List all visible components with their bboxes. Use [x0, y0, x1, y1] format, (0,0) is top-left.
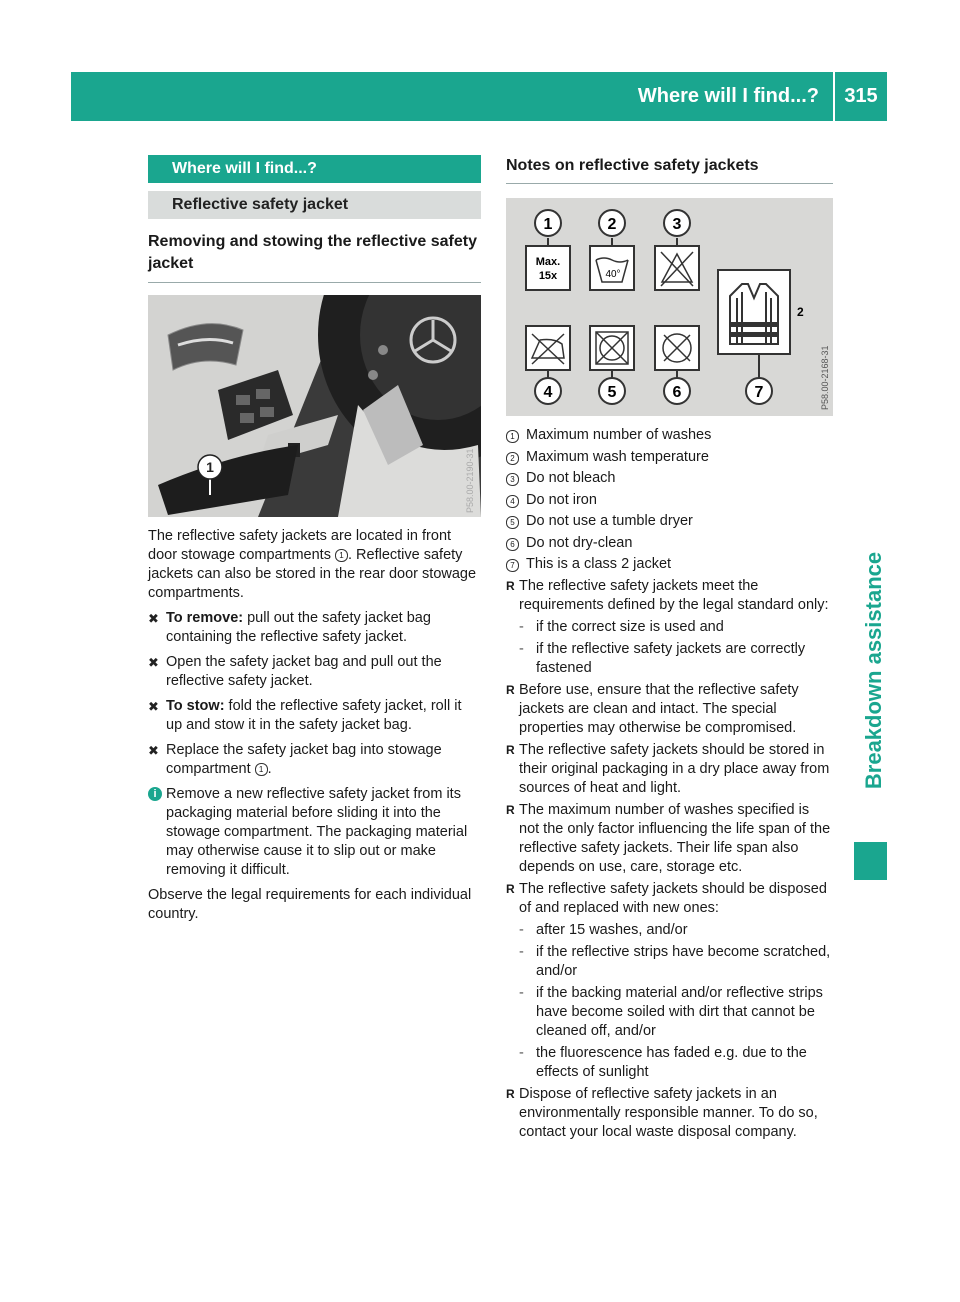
sub-list-item: - the fluorescence has faded e.g. due to the effects of sunlight — [519, 1045, 807, 1080]
class-number-label: 2 — [797, 305, 804, 319]
callout-5 — [599, 378, 625, 404]
wash-limit-label: Max. — [535, 256, 561, 268]
subsection-title: Reflective safety jacket — [148, 191, 481, 219]
step-item: ✖ To stow: fold the reflective safety jacket, roll it up and stow it in the safety jacket bag. — [148, 698, 462, 733]
callout-1 — [535, 210, 561, 246]
care-symbols-figure — [506, 198, 833, 416]
callout-3 — [664, 210, 690, 246]
ref-number: 1 — [335, 549, 348, 562]
svg-text:2: 2 — [607, 216, 617, 233]
section-title: Where will I find...? — [148, 155, 481, 183]
legend-item: 2 Maximum wash temperature — [506, 448, 833, 467]
callout-6 — [664, 378, 690, 404]
bullet-icon: R — [506, 743, 515, 757]
bullet-icon: R — [506, 579, 515, 593]
svg-text:1: 1 — [543, 216, 553, 233]
header-title: Where will I find...? — [637, 85, 819, 107]
svg-text:7: 7 — [754, 384, 764, 401]
sub-list-item: - if the reflective safety jackets are correctly fastened — [519, 641, 806, 676]
callout-2 — [599, 210, 625, 246]
sub-list-item: - if the reflective strips have become scratched, and/or — [519, 944, 831, 979]
left-column — [148, 155, 481, 924]
intro-paragraph: The reflective safety jackets are located in front door stowage compartments 1 . Reflective safety jackets can also be stored in the rear door stowage compartments. — [148, 528, 477, 601]
procedure-heading: Removing and stowing the reflective safety jacket — [148, 231, 481, 283]
bullet-icon: R — [506, 803, 515, 817]
legend-item: 6 Do not dry-clean — [506, 534, 833, 553]
figure-code: P58.00-2168-31 — [820, 345, 830, 410]
list-item: R The reflective safety jackets should be stored in their original packaging in a dry place away from sources of heat and light. — [506, 742, 830, 796]
step-item: ✖ To remove: pull out the safety jacket bag containing the reflective safety jacket. — [148, 610, 431, 645]
callout-7 — [746, 378, 772, 404]
right-column — [506, 155, 833, 1142]
step-item: ✖ Open the safety jacket bag and pull out the reflective safety jacket. — [148, 654, 442, 689]
symbol-legend — [506, 426, 833, 574]
legend-item: 7 This is a class 2 jacket — [506, 555, 833, 574]
info-icon: i — [148, 787, 162, 801]
svg-text:4: 4 — [543, 384, 553, 401]
list-item: R Before use, ensure that the reflective safety jackets are clean and intact. The special properties may otherwise be compromised. — [506, 682, 799, 736]
step-arrow-icon: ✖ — [148, 743, 159, 758]
wash-count-label: 15x — [538, 270, 558, 282]
door-compartment-illustration — [148, 295, 481, 517]
notes-list — [506, 577, 833, 1142]
list-item: R The reflective safety jackets should be disposed of and replaced with new ones: — [506, 881, 827, 916]
callout-4 — [535, 378, 561, 404]
svg-text:6: 6 — [672, 384, 682, 401]
svg-text:5: 5 — [607, 384, 617, 401]
page-header — [71, 72, 887, 121]
bullet-icon: R — [506, 683, 515, 697]
step-arrow-icon: ✖ — [148, 611, 159, 626]
notes-heading: Notes on reflective safety jackets — [506, 155, 833, 184]
wash-temp-symbol — [590, 246, 634, 290]
ref-number: 1 — [255, 763, 268, 776]
info-note: i Remove a new reflective safety jacket from its packaging material before sliding it into the stowage compartment. The packaging material may otherwise cause it to slip out or make removing it difficult. — [148, 785, 481, 880]
max-washes-symbol — [526, 246, 570, 290]
legend-item: 5 Do not use a tumble dryer — [506, 512, 833, 531]
list-item: R The maximum number of washes specified is not the only factor influencing the life span of the reflective safety jackets. Their life span also depends on use, care, storage etc. — [506, 802, 831, 875]
chapter-marker — [854, 842, 887, 880]
closing-paragraph: Observe the legal requirements for each individual country. — [148, 887, 472, 922]
bullet-icon: R — [506, 1087, 515, 1101]
page-number: 315 — [844, 85, 878, 107]
care-symbols-illustration — [506, 198, 833, 416]
legend-item: 4 Do not iron — [506, 491, 833, 510]
step-arrow-icon: ✖ — [148, 655, 159, 670]
svg-text:3: 3 — [672, 216, 682, 233]
photo-code: P58.00-2190-31 — [465, 448, 475, 513]
sub-list-item: - if the backing material and/or reflective strips have become soiled with dirt that cannot be cleaned off, and/or — [519, 985, 823, 1039]
photo-callout-1: 1 — [206, 459, 214, 475]
list-item: R Dispose of reflective safety jackets in an environmentally responsible manner. To do so, contact your local waste disposal company. — [506, 1086, 818, 1140]
chapter-tab-label: Breakdown assistance — [861, 551, 887, 789]
sub-list-item: - if the correct size is used and — [519, 619, 724, 635]
step-arrow-icon: ✖ — [148, 699, 159, 714]
bullet-icon: R — [506, 882, 515, 896]
step-item: ✖ Replace the safety jacket bag into stowage compartment 1 . — [148, 742, 442, 777]
door-compartment-photo — [148, 295, 481, 517]
sub-list-item: - after 15 washes, and/or — [519, 922, 688, 938]
chapter-tab — [854, 520, 894, 820]
legend-item: 3 Do not bleach — [506, 469, 833, 488]
list-item: R The reflective safety jackets meet the requirements defined by the legal standard only: — [506, 578, 829, 613]
legend-item: 1 Maximum number of washes — [506, 426, 833, 445]
class-2-jacket-symbol — [718, 270, 790, 354]
wash-temp-label: 40° — [605, 269, 621, 280]
